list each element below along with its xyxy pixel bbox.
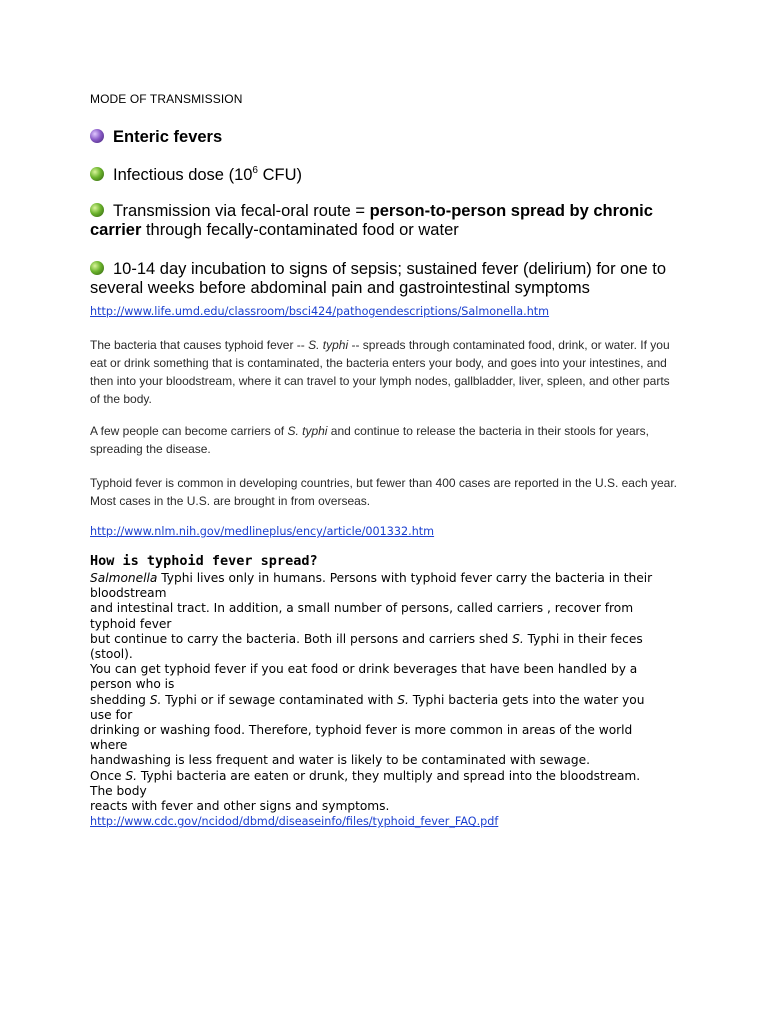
- text-line: where: [90, 738, 128, 753]
- paragraph-bacteria: The bacteria that causes typhoid fever -- S. typhi -- spreads through contaminated food, drink, or water. If you eat or drink something that is contaminated, the bacteria enters your body, and goes into your intestines, and then into your bloodstream, where it can travel to your lymph nodes, gallbladder, liver, spleen, and other parts of the body.: [90, 338, 670, 406]
- purple-bullet-icon: [90, 129, 104, 143]
- text-line: person who is: [90, 677, 175, 692]
- text-line: use for: [90, 707, 133, 722]
- section-heading: MODE OF TRANSMISSION: [90, 92, 243, 106]
- bullet-infectious-dose: Infectious dose ($10^6$ CFU): [90, 166, 690, 185]
- text-line: and intestinal tract. In addition, a small number of persons, called carriers , recover from: [90, 601, 634, 616]
- enteric-fevers-text: Enteric fevers: [113, 128, 223, 146]
- text-line: (stool).: [90, 647, 133, 662]
- text-line: The body: [90, 783, 147, 798]
- bullet-incubation: 10-14 day incubation to signs of sepsis; sustained fever (delirium) for one to several weeks before abdominal pain and gastrointestinal symptoms: [90, 260, 667, 297]
- green-bullet-icon: [90, 203, 104, 217]
- text-line: bloodstream: [90, 586, 167, 601]
- green-bullet-icon: [90, 261, 104, 275]
- paragraph-developing-countries: Typhoid fever is common in developing countries, but fewer than 400 cases are reported in the U.S. each year. Most cases in the U.S. are brought in from overseas.: [90, 476, 677, 508]
- bullet-transmission: Transmission via fecal-oral route = person-to-person spread by chronic carrier through fecally-contaminated food or water: [90, 202, 653, 239]
- nlm-link[interactable]: http://www.nlm.nih.gov/medlineplus/ency/article/001332.htm: [90, 525, 435, 538]
- text-line: You can get typhoid fever if you eat food or drink beverages that have been handled by a: [90, 662, 638, 677]
- text-line: handwashing is less frequent and water is likely to be contaminated with sewage.: [90, 753, 591, 768]
- bullet-enteric-fevers: [90, 128, 690, 147]
- paragraph-carriers: A few people can become carriers of S. typhi and continue to release the bacteria in their stools for years, spreading the disease.: [90, 424, 649, 456]
- text-line: [90, 814, 690, 829]
- cdc-faq-text: [90, 571, 690, 829]
- cdc-link[interactable]: http://www.cdc.gov/ncidod/dbmd/diseaseinfo/files/typhoid_fever_FAQ.pdf: [90, 815, 499, 829]
- text-line: shedding S. Typhi or if sewage contaminated with S. Typhi bacteria gets into the water you: [90, 692, 645, 707]
- typhoid-spread-subheading: How is typhoid fever spread?: [90, 553, 318, 569]
- text-line: Salmonella Typhi lives only in humans. Persons with typhoid fever carry the bacteria in their: [90, 571, 653, 585]
- text-line: drinking or washing food. Therefore, typhoid fever is more common in areas of the world: [90, 723, 633, 738]
- text-line: reacts with fever and other signs and symptoms.: [90, 799, 390, 814]
- text-line: typhoid fever: [90, 616, 172, 631]
- green-bullet-icon: [90, 167, 104, 181]
- text-line: but continue to carry the bacteria. Both ill persons and carriers shed S. Typhi in their feces: [90, 631, 643, 646]
- umd-link[interactable]: http://www.life.umd.edu/classroom/bsci424/pathogendescriptions/Salmonella.htm: [90, 305, 550, 318]
- text-line: Once S. Typhi bacteria are eaten or drunk, they multiply and spread into the bloodstream.: [90, 768, 641, 783]
